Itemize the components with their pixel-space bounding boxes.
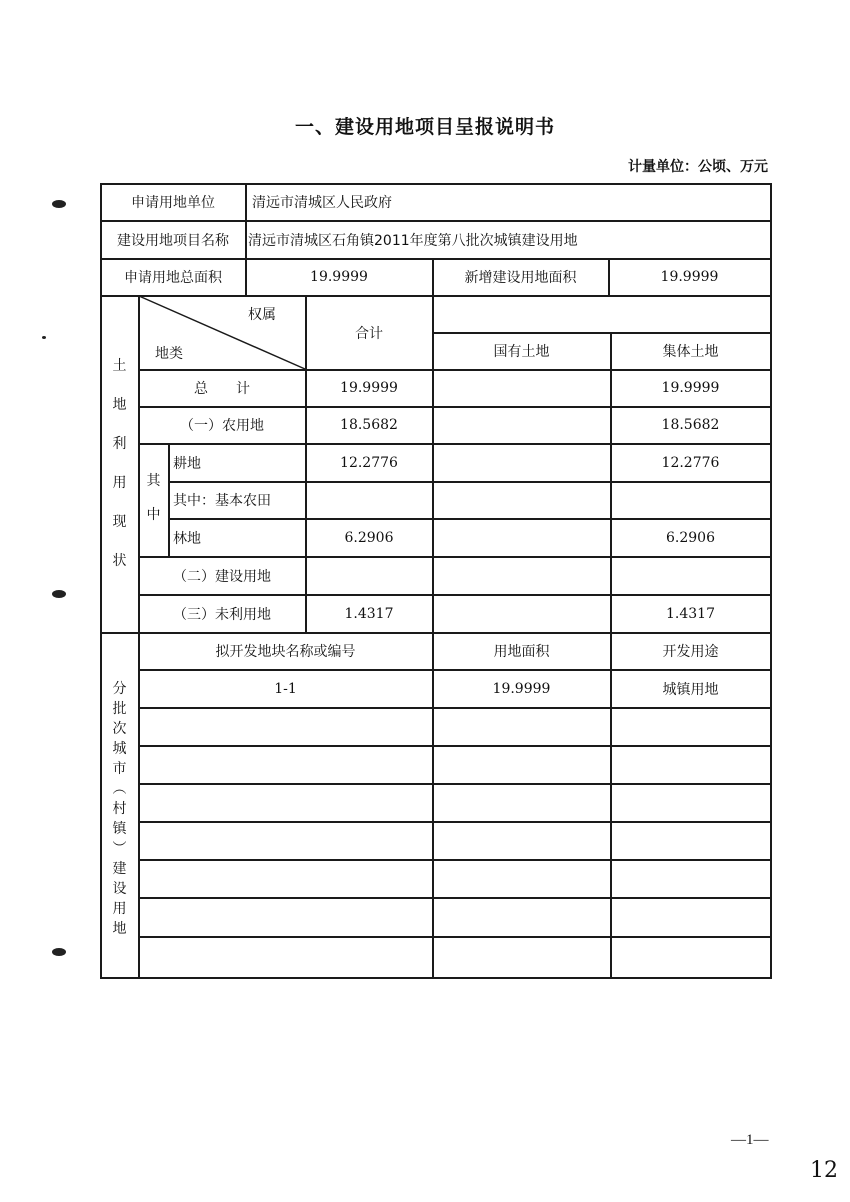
cell-total — [306, 482, 432, 518]
total-area-value: 19.9999 — [310, 269, 368, 285]
cell-collective: 19.9999 — [661, 380, 720, 396]
cell-total: 12.2776 — [340, 454, 398, 471]
row-label-forest: 林地 — [173, 530, 201, 547]
diag-header-category: 地类 — [155, 346, 183, 362]
section-char: 用 — [112, 475, 127, 491]
row-label-basic-farmland: 其中：基本农田 — [173, 493, 271, 509]
cell-collective: 6.2906 — [666, 529, 715, 546]
section-char: 分 — [112, 681, 127, 697]
section-char: 状 — [112, 553, 127, 569]
sub-items-label — [139, 470, 168, 524]
row-label-total: 总 计 — [194, 381, 250, 397]
binder-hole-mark — [42, 336, 46, 339]
col-use-header: 开发用途 — [662, 644, 719, 660]
new-area-value: 19.9999 — [660, 269, 719, 285]
section-char: 批 — [112, 701, 127, 717]
cell-total — [306, 557, 432, 594]
project-name-label: 建设用地项目名称 — [117, 232, 229, 249]
cell-collective — [611, 557, 770, 594]
row-label-construction: （二）建设用地 — [173, 568, 271, 585]
page-number: —1— — [731, 1132, 769, 1148]
col-collective-header: 集体土地 — [662, 344, 719, 360]
row-label-unused: （三）未利用地 — [173, 606, 271, 623]
section-char: 建 — [112, 861, 127, 877]
col-total-header: 合计 — [355, 325, 383, 342]
col-state-header: 国有土地 — [493, 344, 550, 360]
row-label-cultivated: 耕地 — [173, 455, 201, 472]
section-char: 现 — [112, 514, 127, 530]
section-char: ︶ — [112, 841, 127, 857]
cell-collective — [611, 482, 770, 518]
cell-state — [433, 595, 610, 632]
cell-total: 19.9999 — [340, 380, 398, 396]
project-name-value: 清远市清城区石角镇2011年度第八批次城镇建设用地 — [248, 232, 578, 249]
diag-header-ownership: 权属 — [248, 307, 276, 323]
binder-hole-mark — [52, 590, 66, 598]
section-char: 镇 — [112, 821, 127, 837]
col-parcel-header: 拟开发地块名称或编号 — [215, 644, 356, 660]
section-char: 设 — [112, 881, 127, 897]
binder-hole-mark — [52, 200, 66, 208]
batch-section-label — [101, 680, 138, 939]
col-area-header: 用地面积 — [493, 644, 550, 660]
cell-total: 18.5682 — [340, 417, 398, 433]
section-char: 地 — [112, 921, 127, 937]
cell-state — [433, 407, 610, 443]
section-char: 村 — [112, 801, 127, 817]
cell-total: 1.4317 — [344, 605, 394, 622]
new-area-label: 新增建设用地面积 — [464, 270, 577, 286]
section-char: 土 — [112, 358, 127, 374]
section-char: 用 — [112, 901, 127, 917]
handwritten-page-number: 12 — [810, 1158, 838, 1183]
cell-collective: 12.2776 — [661, 454, 720, 471]
section-char: 市 — [112, 761, 127, 777]
cell-collective: 18.5682 — [661, 417, 720, 433]
parcel-use: 城镇用地 — [662, 681, 719, 698]
sub-char: 其 — [146, 473, 161, 489]
cell-state — [433, 482, 610, 518]
cell-collective: 1.4317 — [666, 605, 715, 622]
row-label-agricultural: （一）农用地 — [180, 418, 264, 434]
unit-label: 计量单位：公顷、万元 — [628, 159, 768, 175]
cell-state — [433, 444, 610, 481]
cell-state — [433, 557, 610, 594]
section-char: 利 — [112, 436, 127, 452]
section-char: ︵ — [112, 781, 127, 797]
applicant-label: 申请用地单位 — [131, 195, 215, 211]
land-use-section-label — [101, 355, 138, 570]
cell-state — [433, 370, 610, 406]
section-char: 城 — [112, 741, 127, 757]
total-area-label: 申请用地总面积 — [124, 270, 222, 286]
section-char: 地 — [112, 397, 127, 413]
applicant-value: 清远市清城区人民政府 — [252, 195, 392, 211]
binder-hole-mark — [52, 948, 66, 956]
parcel-area: 19.9999 — [492, 680, 551, 697]
cell-total: 6.2906 — [344, 529, 394, 546]
parcel-id: 1-1 — [274, 680, 297, 697]
document-title: 一、建设用地项目呈报说明书 — [294, 116, 555, 138]
cell-state — [433, 519, 610, 556]
sub-char: 中 — [146, 507, 161, 523]
section-char: 次 — [112, 721, 127, 737]
